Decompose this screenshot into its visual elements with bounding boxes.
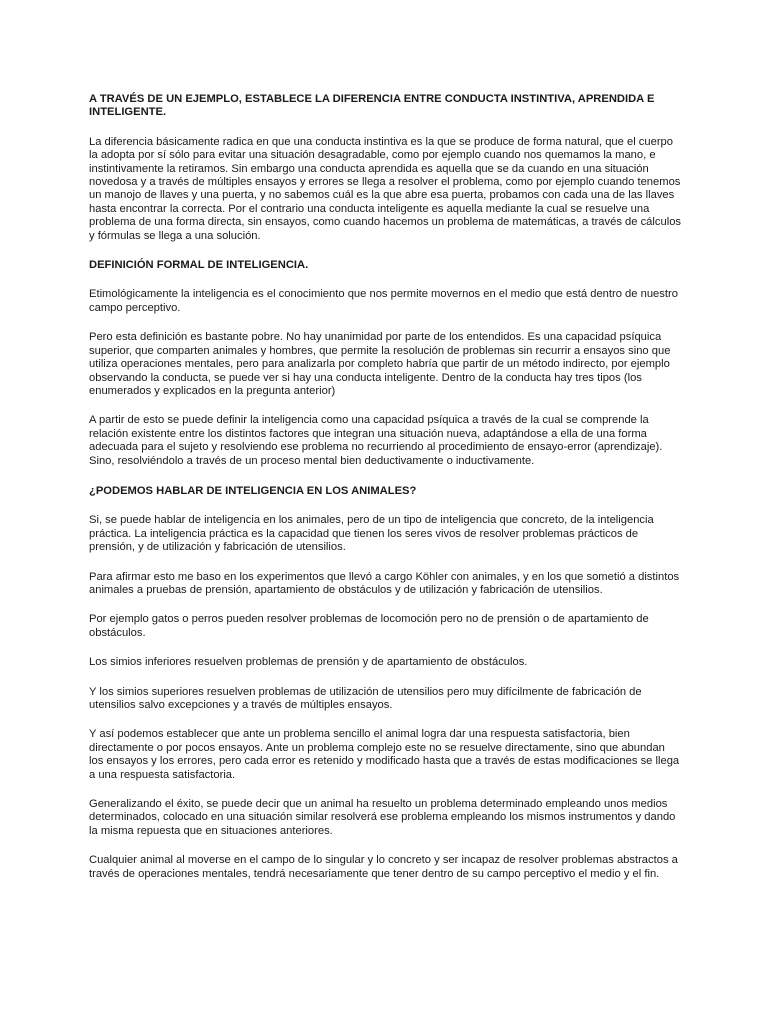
paragraph-definicion-pobre: Pero esta definición es bastante pobre. No hay unanimidad por parte de los entendidos. Es una capacidad psíquica superior, que comparten animales y hombres, que permite la resolución de problemas sin recurrir a ensayos sino que utiliza operaciones mentales, pero para analizarla por completo habría que partir de un método indirecto, por ejemplo observando la conducta, se puede ver si hay una conducta inteligente. Dentro de la conducta hay tres tipos (los enumerados y explicados en la pregunta anterior): [89, 331, 671, 397]
paragraph-problema-sencillo-complejo: Y así podemos establecer que ante un problema sencillo el animal logra dar una respuesta satisfactoria, bien directamente o por pocos ensayos. Ante un problema complejo este no se resuelve directamente, sino que abundan los ensayos y los errores, pero cada error es retenido y modificado hasta que a través de estas modificaciones se llega a una respuesta satisfactoria.: [89, 728, 680, 781]
paragraph-etimologia: Etimológicamente la inteligencia es el conocimiento que nos permite movernos en el medio que está dentro de nuestro campo perceptivo.: [89, 288, 678, 314]
paragraph-simios-superiores: Y los simios superiores resuelven problemas de utilización de utensilios pero muy difícilmente de fabricación de utensilios salvo excepciones y a través de múltiples ensayos.: [89, 685, 642, 711]
heading-definicion-inteligencia: DEFINICIÓN FORMAL DE INTELIGENCIA.: [89, 259, 309, 272]
paragraph-definicion-capacidad: A partir de esto se puede definir la inteligencia como una capacidad psíquica a través de la cual se comprende la relación existente entre los distintos factores que integran una situación nueva, adaptándose a ella de una forma adecuada para el sujeto y resolviendo ese problema no recurriendo al procedimiento de ensayo-error (aprendizaje). Sino, resolviéndolo a través de un proceso mental bien deductivamente o inductivamente.: [89, 414, 663, 467]
heading-diferencia-conductas: A TRAVÉS DE UN EJEMPLO, ESTABLECE LA DIFERENCIA ENTRE CONDUCTA INSTINTIVA, APRENDIDA E INTELIGENTE.: [89, 93, 655, 119]
paragraph-campo-perceptivo: Cualquier animal al moverse en el campo de lo singular y lo concreto y ser incapaz de resolver problemas abstractos a través de operaciones mentales, tendrá necesariamente que tener dentro de su campo perceptivo el medio y el fin.: [89, 854, 678, 880]
document-page: [89, 93, 681, 897]
heading-inteligencia-animales: ¿PODEMOS HABLAR DE INTELIGENCIA EN LOS ANIMALES?: [89, 484, 417, 497]
paragraph-gatos-perros: Por ejemplo gatos o perros pueden resolver problemas de locomoción pero no de prensión o de apartamiento de obstáculos.: [89, 613, 649, 639]
paragraph-diferencia-conductas: La diferencia básicamente radica en que una conducta instintiva es la que se produce de forma natural, que el cuerpo la adopta por sí sólo para evitar una situación desagradable, como por ejemplo cuando nos quemamos la mano, e instintivamente la retiramos. Sin embargo una conducta aprendida es aquella que se da cuando en una situación novedosa y a través de múltiples ensayos y errores se llega a resolver el problema, como por ejemplo cuando tenemos un manojo de llaves y una puerta, y no sabemos cuál es la que abre esa puerta, probamos con cada una de las llaves hasta encontrar la correcta. Por el contrario una conducta inteligente es aquella mediante la cual se resuelve una problema de una forma directa, sin ensayos, como cuando hacemos un problema de matemáticas, a través de cálculos y fórmulas se llega a una solución.: [89, 135, 682, 242]
paragraph-inteligencia-practica: Si, se puede hablar de inteligencia en los animales, pero de un tipo de inteligencia que concreto, de la inteligencia práctica. La inteligencia práctica es la capacidad que tienen los seres vivos de resolver problemas prácticos de prensión, y de utilización y fabricación de utensilios.: [89, 514, 654, 554]
paragraph-generalizando-exito: Generalizando el éxito, se puede decir que un animal ha resuelto un problema determinado empleando unos medios determinados, colocado en una situación similar resolverá ese problema empleando los mismos instrumentos y dando la misma repuesta que en situaciones anteriores.: [89, 798, 676, 837]
paragraph-simios-inferiores: Los simios inferiores resuelven problemas de prensión y de apartamiento de obstáculos.: [89, 656, 528, 669]
paragraph-experimentos-kohler: Para afirmar esto me baso en los experimentos que llevó a cargo Köhler con animales, y en los que sometió a distintos animales a pruebas de prensión, apartamiento de obstáculos y de utilización y fabricación de utensilios.: [89, 570, 680, 596]
